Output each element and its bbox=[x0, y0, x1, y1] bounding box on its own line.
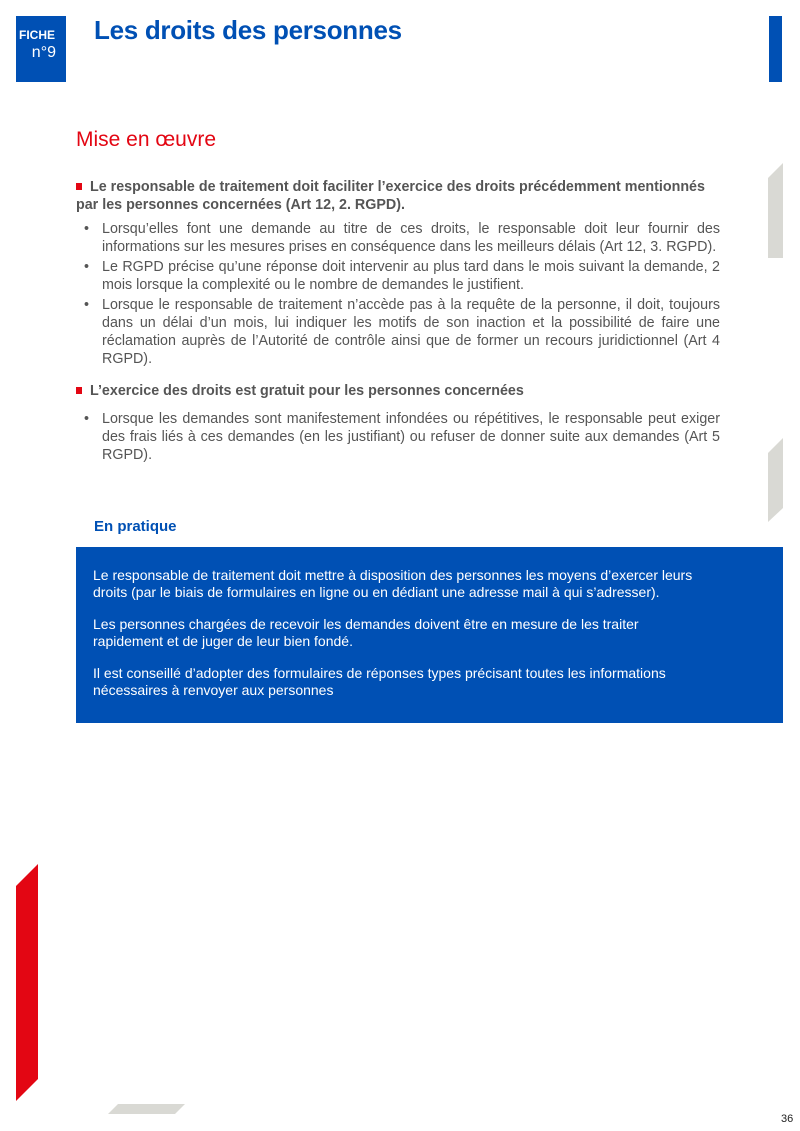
list-item: • Lorsqu’elles font une demande au titre de ces droits, le responsable doit leur fournir des informations sur les mesures prises en conséquence dans les meilleurs délais (Art 12, 3. RGPD). bbox=[84, 221, 720, 255]
list-item: • Le RGPD précise qu’une réponse doit intervenir au plus tard dans le mois suivant la demande, 2 mois lorsque la complexité ou le nombre de demandes le justifient. bbox=[84, 259, 720, 293]
list-item: • Lorsque le responsable de traitement n’accède pas à la requête de la personne, il doit, toujours dans un délai d’un mois, lui indiquer les motifs de son inaction et la possibilité de faire une réclamation auprès de l’Autorité de contrôle ainsi que de former un recours juridictionnel (Art 4 RGPD). bbox=[84, 297, 720, 367]
red-square-icon bbox=[76, 183, 82, 190]
bullet-icon: • bbox=[84, 221, 90, 237]
pratique-paragraph: Le responsable de traitement doit mettre à disposition des personnes les moyens d’exercer leurs droits (par le biais de formulaires en ligne ou en dédiant une adresse mail à qui s’adresser). bbox=[93, 567, 693, 600]
decor-gray-shape-2 bbox=[768, 438, 784, 522]
pratique-paragraph: Les personnes chargées de recevoir les demandes doivent être en mesure de les traiter rapidement et de juger de leur bien fondé. bbox=[93, 616, 639, 649]
decor-red-shape bbox=[16, 864, 40, 1102]
list-item: • Lorsque les demandes sont manifestement infondées ou répétitives, le responsable peut exiger des frais liés à ces demandes (en les justifiant) ou refuser de donner suite aux demandes (Art 5 RGPD). bbox=[84, 411, 720, 463]
page-number: 36 bbox=[781, 1113, 794, 1125]
fiche-number: n°9 bbox=[31, 44, 56, 61]
pratique-paragraph: Il est conseillé d’adopter des formulaires de réponses types précisant toutes les informations nécessaires à renvoyer aux personnes bbox=[93, 665, 666, 698]
main-content bbox=[76, 178, 720, 478]
bullet-list bbox=[76, 220, 720, 368]
fiche-label: FICHE bbox=[19, 28, 55, 42]
page-title: Les droits des personnes bbox=[94, 15, 402, 45]
pratique-title: En pratique bbox=[94, 518, 177, 535]
decor-gray-bottom bbox=[108, 1104, 186, 1115]
fiche-badge bbox=[16, 16, 66, 82]
block-heading: L’exercice des droits est gratuit pour les personnes concernées bbox=[76, 382, 720, 400]
section-title: Mise en œuvre bbox=[76, 128, 217, 151]
header-accent-bar bbox=[769, 16, 782, 82]
pratique-box bbox=[76, 547, 783, 723]
bullet-icon: • bbox=[84, 259, 90, 275]
bullet-icon: • bbox=[84, 297, 90, 313]
bullet-list bbox=[76, 410, 720, 464]
bullet-icon: • bbox=[84, 411, 90, 427]
decor-gray-shape-1 bbox=[768, 163, 784, 258]
block-heading: Le responsable de traitement doit faciliter l’exercice des droits précédemment mentionnés par les personnes concernées (Art 12, 2. RGPD). bbox=[76, 179, 705, 213]
red-square-icon bbox=[76, 387, 82, 394]
